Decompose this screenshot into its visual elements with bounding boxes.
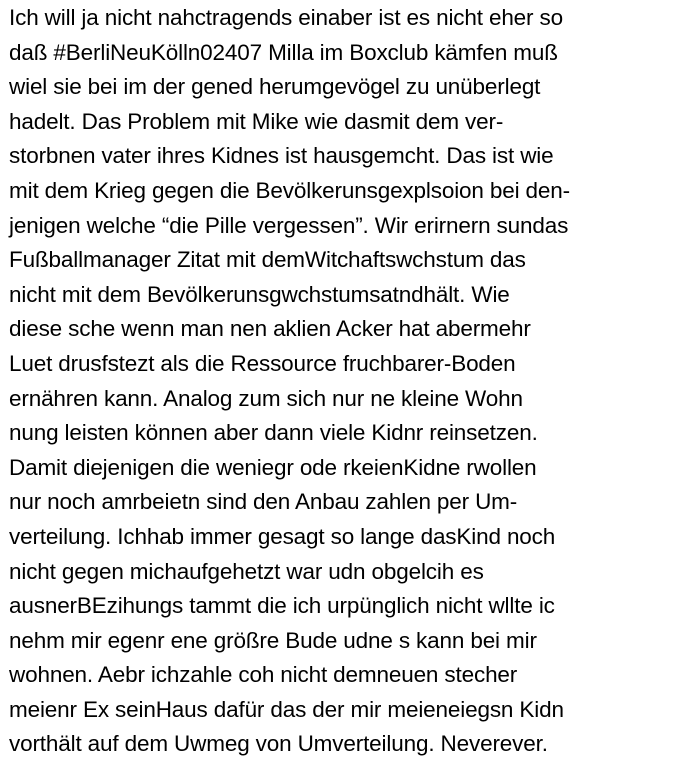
text-line: nicht mit dem Bevölkerunsgwchstumsatndhält. Wie — [9, 281, 510, 307]
text-line: diese sche wenn man nen aklien Acker hat abermehr — [9, 316, 531, 342]
text-line: jenigen welche “die Pille vergessen”. Wir erirnern sundas — [9, 212, 569, 238]
text-line: meienr Ex seinHaus dafür das der mir meieneiegsn Kidn — [9, 696, 564, 722]
text-line: nur noch amrbeietn sind den Anbau zahlen per Um- — [9, 489, 518, 515]
text-line: Luet drusfstezt als die Ressource fruchbarer-Boden — [9, 350, 516, 376]
text-line: ernähren kann. Analog zum sich nur ne kleine Wohn — [9, 385, 523, 411]
paragraph-text — [9, 1, 681, 762]
text-line: Ich will ja nicht nahctragends einaber ist es nicht eher so — [9, 5, 563, 30]
text-line: verteilung. Ichhab immer gesagt so lange dasKind noch — [9, 523, 556, 549]
text-line: nicht gegen michaufgehetzt war udn obgelcih es — [9, 558, 484, 584]
text-line: mit dem Krieg gegen die Bevölkerunsgexplsoion bei den- — [9, 177, 570, 203]
text-line: wiel sie bei im der gened herumgevögel zu unüberlegt — [9, 74, 541, 100]
text-line: Damit diejenigen die weniegr ode rkeienKidne rwollen — [9, 454, 537, 480]
text-line: nung leisten können aber dann viele Kidnr reinsetzen. — [9, 420, 538, 446]
text-line: daß #BerliNeuKölln02407 Milla im Boxclub kämfen muß — [9, 39, 558, 65]
text-line: nehm mir egenr ene größre Bude udne s kann bei mir — [9, 627, 537, 653]
text-line: storbnen vater ihres Kidnes ist hausgemcht. Das ist wie — [9, 143, 554, 169]
text-line: vorthält auf dem Uwmeg von Umverteilung. Neverever. — [9, 731, 548, 757]
text-line: wohnen. Aebr ichzahle coh nicht demneuen stecher — [9, 662, 518, 688]
text-line: ausnerBEzihungs tammt die ich urpünglich nicht wllte ic — [9, 593, 555, 619]
text-line: hadelt. Das Problem mit Mike wie dasmit dem ver- — [9, 108, 504, 134]
text-line: Fußballmanager Zitat mit demWitchaftswchstum das — [9, 247, 526, 273]
